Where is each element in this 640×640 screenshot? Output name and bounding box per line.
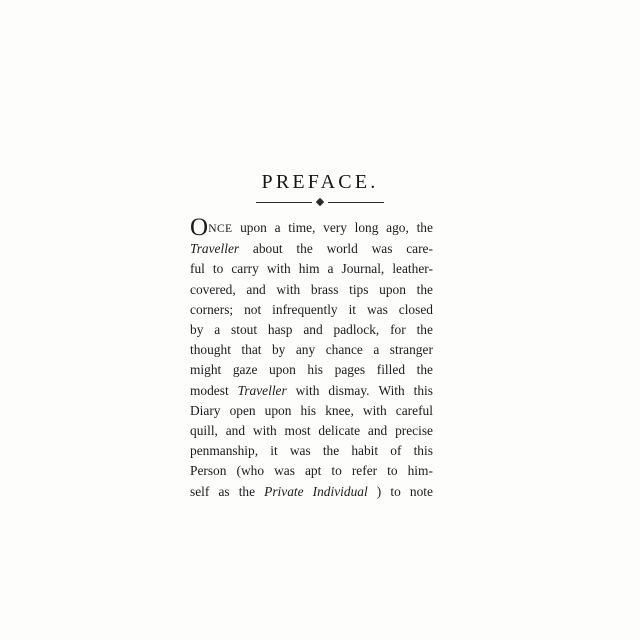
line-word-italic: Private [264, 483, 304, 499]
line-word: not [244, 301, 262, 317]
line-word: pages [334, 362, 366, 378]
line-word: covered, [190, 281, 236, 297]
line-word: closed [398, 301, 433, 317]
text-line-11 [190, 421, 433, 441]
line-word: this [413, 443, 433, 459]
line-word: it [270, 443, 278, 459]
text-line-14 [190, 482, 433, 502]
line-word-italic: Individual [312, 483, 368, 499]
line-word-italic: Traveller [237, 382, 287, 398]
preface-body [190, 214, 433, 502]
line-word: the [296, 241, 313, 257]
line-word: was [366, 301, 388, 317]
line-word: leather- [392, 261, 433, 277]
line-word: and [246, 281, 266, 297]
line-word: was [289, 443, 311, 459]
line-word: with [266, 261, 291, 277]
line-word: Diary [190, 402, 221, 418]
line-word: delicate [318, 423, 361, 439]
line-word: that [241, 342, 262, 358]
line-word: him [298, 261, 320, 277]
line-word: upon [269, 362, 296, 378]
line-word: Journal, [341, 261, 385, 277]
line-word: world [326, 241, 358, 257]
line-word: and [225, 423, 246, 439]
page-title: PREFACE. [261, 171, 379, 194]
line-word: the [322, 443, 340, 459]
line-word: to [390, 483, 401, 499]
line-word: him- [407, 463, 433, 479]
preface-paragraph [190, 214, 433, 502]
line-word: precise [395, 423, 433, 439]
line-word: to [212, 261, 224, 277]
line-word: upon [379, 281, 406, 297]
line-word-italic: Traveller [190, 241, 240, 257]
line-word: very [323, 220, 347, 235]
line-word: it [348, 301, 357, 317]
line-word: and [367, 423, 388, 439]
line-word: as [218, 483, 230, 499]
text-line-10 [190, 401, 433, 421]
line-word: long [354, 220, 379, 235]
line-word: this [413, 382, 433, 398]
line-word: habit [351, 443, 379, 459]
text-line-12 [190, 441, 433, 461]
line-word: tips [349, 281, 369, 297]
line-word: brass [310, 281, 339, 297]
line-word: the [416, 220, 433, 235]
line-word: penmanship, [190, 443, 259, 459]
line-word: infrequently [272, 301, 338, 317]
line-word: open [229, 402, 256, 418]
line-word: filled [376, 362, 406, 378]
line-word: chance [325, 342, 363, 358]
line-word: carry [231, 261, 259, 277]
line-word: his [307, 362, 324, 378]
line-word: refer [351, 463, 378, 479]
line-word: (who [236, 463, 265, 479]
line-word: might [190, 362, 222, 378]
line-word: by [271, 342, 286, 358]
line-word: any [295, 342, 316, 358]
line-word: note [409, 483, 433, 499]
line-word: was [274, 463, 295, 479]
line-word: ago, [386, 220, 409, 235]
line-word: to [331, 463, 342, 479]
line-word: most [284, 423, 311, 439]
line-word: with [295, 382, 320, 398]
small-caps-opening: NCE [208, 222, 233, 235]
divider-diamond-icon [316, 198, 324, 206]
text-line-2 [190, 239, 433, 259]
divider-line-left [256, 202, 312, 203]
line-word: a [214, 322, 221, 338]
line-word: apt [304, 463, 322, 479]
line-word: a [373, 342, 380, 358]
line-word: by [190, 322, 204, 338]
line-word: dismay. [328, 382, 370, 398]
divider-line-right [328, 202, 384, 203]
text-line-13 [190, 461, 433, 481]
line-word: knee, [325, 402, 354, 418]
line-word: ) [376, 483, 382, 499]
line-word: stout [231, 322, 258, 338]
line-word: with [362, 402, 387, 418]
line-word: stranger [389, 342, 433, 358]
line-word: and [303, 322, 323, 338]
line-word: the [416, 322, 433, 338]
text-line-9 [190, 381, 433, 401]
line-word: a [327, 261, 334, 277]
text-line-4 [190, 280, 433, 300]
line-word: to [387, 463, 398, 479]
line-word: careful [395, 402, 433, 418]
line-word: for [390, 322, 406, 338]
line-word: time, [288, 220, 316, 235]
line-word: was [371, 241, 393, 257]
text-line-5 [190, 300, 433, 320]
line-word: about [252, 241, 283, 257]
line-word: padlock, [333, 322, 380, 338]
ornamental-divider [256, 198, 384, 207]
text-line-6 [190, 320, 433, 340]
line-word: the [238, 483, 256, 499]
text-line-1 [190, 214, 433, 241]
line-word: Person [190, 463, 227, 479]
line-word: modest [190, 382, 229, 398]
line-word: ful [190, 261, 205, 277]
line-word: with [276, 281, 301, 297]
line-word: corners; [190, 301, 234, 317]
line-word: his [300, 402, 317, 418]
text-line-7 [190, 340, 433, 360]
line-word: of [390, 443, 402, 459]
line-word: With [378, 382, 405, 398]
line-word: thought [190, 342, 231, 358]
drop-cap: O [190, 214, 209, 241]
line-word: gaze [232, 362, 258, 378]
line-word: the [416, 362, 433, 378]
line-word: care- [406, 241, 433, 257]
text-line-8 [190, 360, 433, 380]
line-word: with [252, 423, 277, 439]
line-word: a [274, 220, 281, 235]
line-word: upon [264, 402, 292, 418]
line-word: the [416, 281, 433, 297]
line-word: quill, [190, 423, 218, 439]
line-word: upon [240, 220, 267, 235]
text-line-3 [190, 259, 433, 279]
line-word: hasp [267, 322, 293, 338]
line-word: self [190, 483, 210, 499]
